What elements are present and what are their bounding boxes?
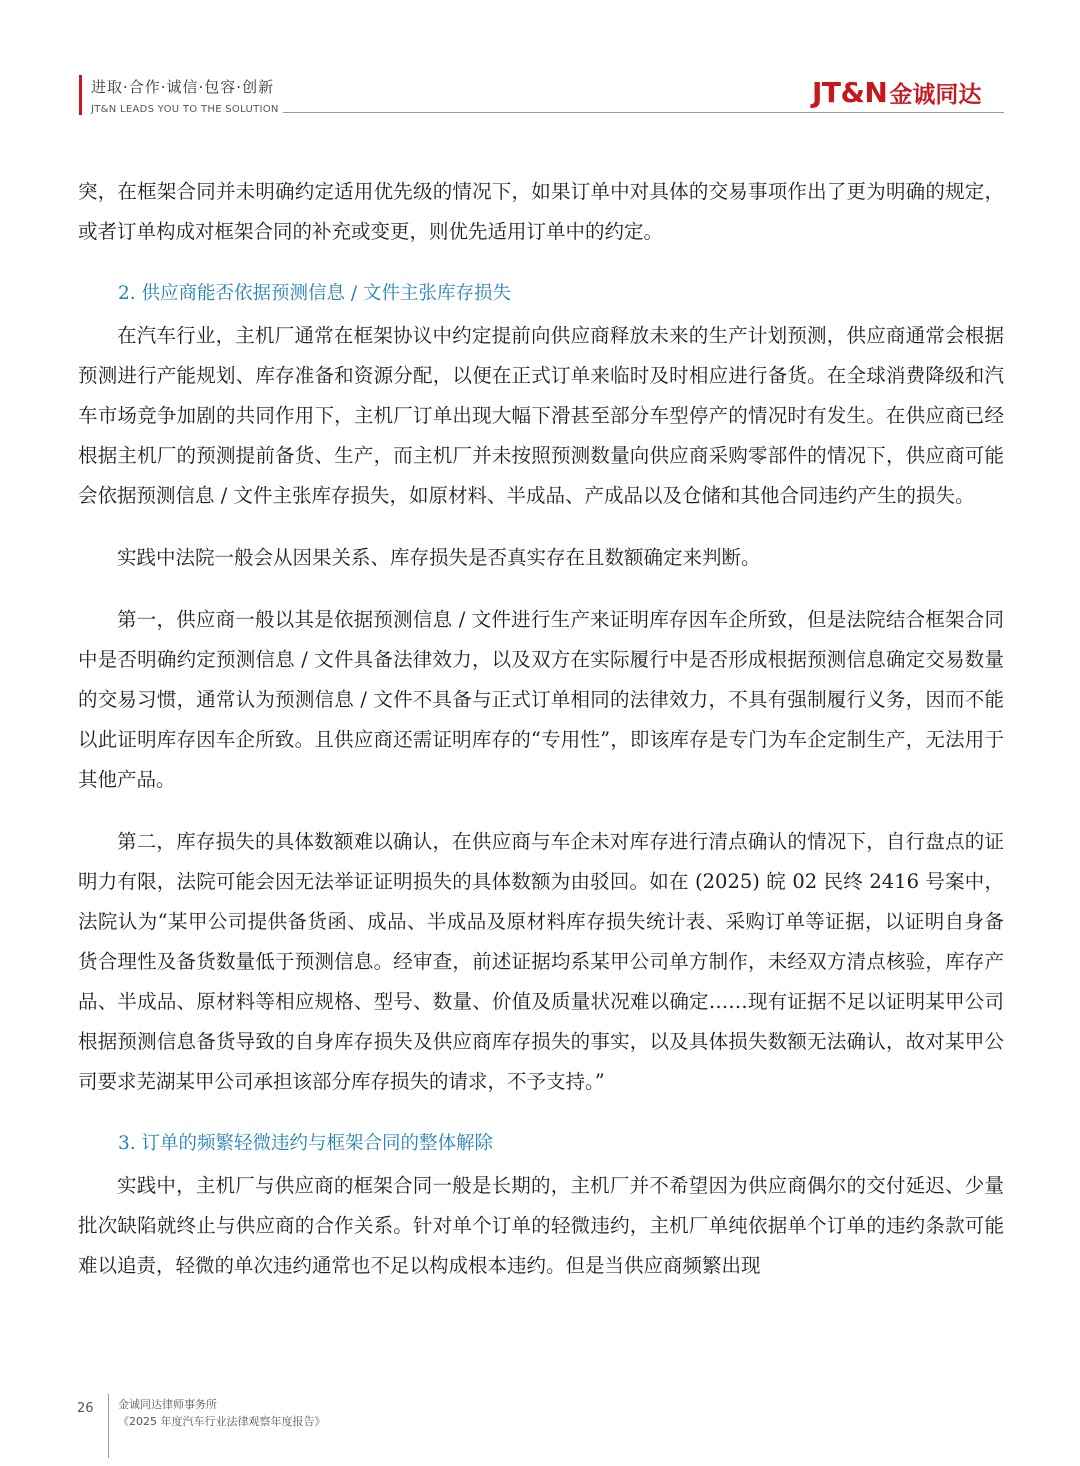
firm-logo xyxy=(812,76,981,110)
page-footer xyxy=(0,1386,1080,1466)
page-body xyxy=(78,172,1004,1286)
header-accent-bar xyxy=(79,75,82,115)
logo-chinese: 金诚同达 xyxy=(889,82,982,108)
paragraph-practice: 实践中法院一般会从因果关系、库存损失是否真实存在且数额确定来判断。 xyxy=(117,546,761,569)
paragraph-termination: 实践中，主机厂与供应商的框架合同一般是长期的，主机厂并不希望因为供应商偶尔的交付延迟、少量批次缺陷就终止与供应商的合作关系。针对单个订单的轻微违约，主机厂单纯依据单个订单的违约条款可能难以追责，轻微的单次违约通常也不足以构成根本违约。但是当供应商频繁出现 xyxy=(78,1174,1004,1277)
page-number: 26 xyxy=(77,1401,94,1416)
header-motto: 进取·合作·诚信·包容·创新 xyxy=(91,78,275,96)
logo-english: JT&N xyxy=(812,76,888,109)
header-tagline: JT&N LEADS YOU TO THE SOLUTION xyxy=(91,104,279,115)
paragraph-first: 第一，供应商一般以其是依据预测信息 / 文件进行生产来证明库存因车企所致，但是法院结合框架合同中是否明确约定预测信息 / 文件具备法律效力，以及双方在实际履行中是否形成根据预测信息确定交易数量的交易习惯，通常认为预测信息 / 文件不具备与正式订单相同的法律效力，不具有强制履行义务，因而不能以此证明库存因车企所致。且供应商还需证明库存的“专用性”，即该库存是专门为车企定制生产，无法用于其他产品。 xyxy=(78,608,1004,791)
paragraph-second: 第二，库存损失的具体数额难以确认，在供应商与车企未对库存进行清点确认的情况下，自行盘点的证明力有限，法院可能会因无法举证证明损失的具体数额为由驳回。如在 (2025) 皖 02 民终 2416 号案中，法院认为“某甲公司提供备货函、成品、半成品及原材料库存损失统计表、采购订单等证据，以证明自身备货合理性及备货数量低于预测信息。经审查，前述证据均系某甲公司单方制作，未经双方清点核验，库存产品、半成品、原材料等相应规格、型号、数量、价值及质量状况难以确定……现有证据不足以证明某甲公司根据预测信息备货导致的自身库存损失及供应商库存损失的事实，以及具体损失数额无法确认，故对某甲公司要求芜湖某甲公司承担该部分库存损失的请求，不予支持。” xyxy=(78,830,1004,1093)
footer-firm-name: 金诚同达律师事务所 xyxy=(118,1398,217,1411)
paragraph-continuation: 突，在框架合同并未明确约定适用优先级的情况下，如果订单中对具体的交易事项作出了更为明确的规定，或者订单构成对框架合同的补充或变更，则优先适用订单中的约定。 xyxy=(78,180,1004,243)
page-header xyxy=(0,0,1080,130)
footer-report-title: 《2025 年度汽车行业法律观察年度报告》 xyxy=(118,1415,326,1428)
footer-divider xyxy=(108,1394,109,1458)
section-heading-2: 2. 供应商能否依据预测信息 / 文件主张库存损失 xyxy=(118,283,512,304)
paragraph-forecast: 在汽车行业，主机厂通常在框架协议中约定提前向供应商释放未来的生产计划预测，供应商通常会根据预测进行产能规划、库存准备和资源分配，以便在正式订单来临时及时相应进行备货。在全球消费降级和汽车市场竞争加剧的共同作用下，主机厂订单出现大幅下滑甚至部分车型停产的情况时有发生。在供应商已经根据主机厂的预测提前备货、生产，而主机厂并未按照预测数量向供应商采购零部件的情况下，供应商可能会依据预测信息 / 文件主张库存损失，如原材料、半成品、产成品以及仓储和其他合同违约产生的损失。 xyxy=(78,324,1004,507)
header-divider xyxy=(283,112,1004,113)
section-heading-3: 3. 订单的频繁轻微违约与框架合同的整体解除 xyxy=(118,1133,494,1154)
